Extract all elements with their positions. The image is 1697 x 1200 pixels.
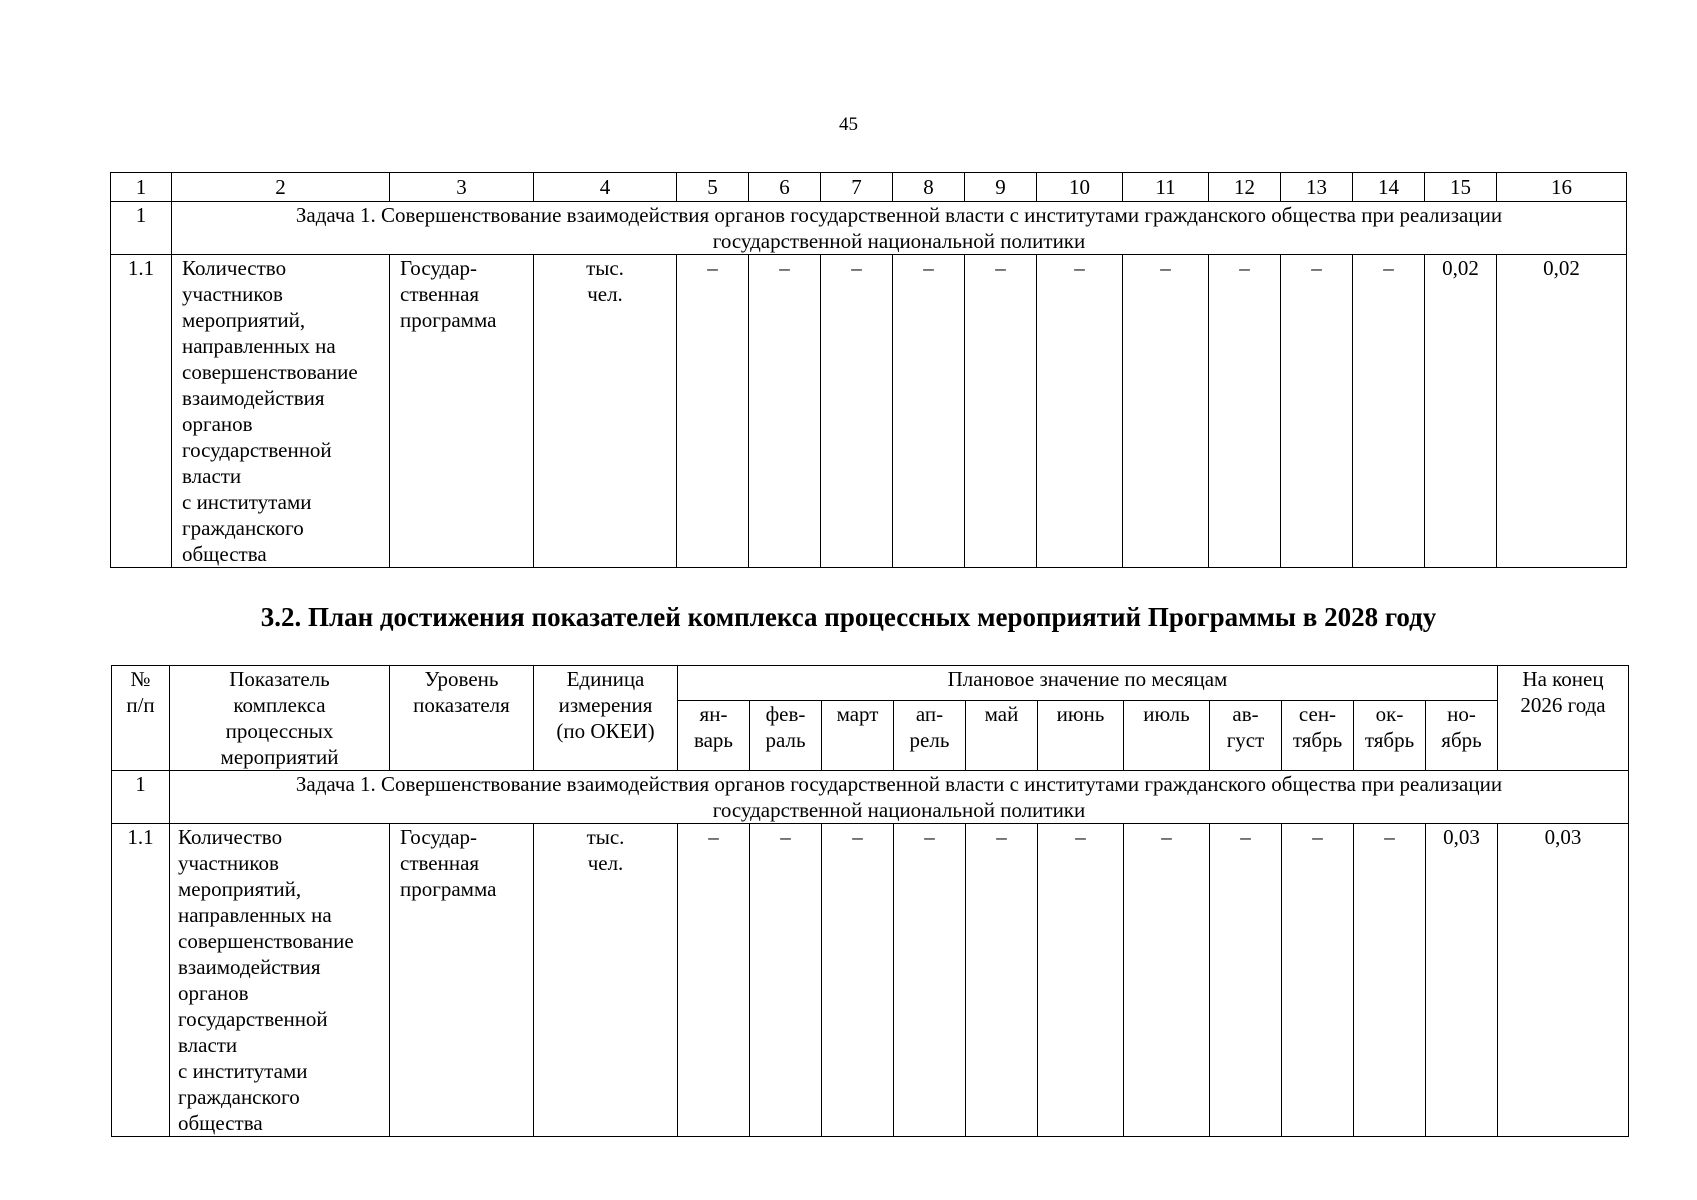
task-row — [111, 202, 1627, 255]
monthly-value: – — [822, 824, 894, 1137]
column-number: 13 — [1281, 173, 1353, 202]
monthly-value: – — [893, 255, 965, 568]
indicator-number: 1.1 — [111, 255, 172, 568]
column-number: 9 — [965, 173, 1037, 202]
indicators-plan-table-2028 — [111, 665, 1629, 1137]
month-header: ап- рель — [894, 701, 966, 771]
indicators-table-continuation — [110, 172, 1627, 568]
column-number: 3 — [390, 173, 534, 202]
header-end: На конец 2026 года — [1498, 666, 1629, 771]
monthly-value: – — [1038, 824, 1124, 1137]
month-header: июнь — [1038, 701, 1124, 771]
column-number: 8 — [893, 173, 965, 202]
monthly-value: – — [821, 255, 893, 568]
column-number: 6 — [749, 173, 821, 202]
column-number: 1 — [111, 173, 172, 202]
month-header: фев- раль — [750, 701, 822, 771]
task-row — [112, 771, 1629, 824]
indicator-name: Количество участников мероприятий, направленных на совершенствование взаимодействия органов государственной власти с институтами гражданского общества — [170, 824, 390, 1137]
month-header: сен- тябрь — [1282, 701, 1354, 771]
month-header: март — [822, 701, 894, 771]
column-number: 4 — [534, 173, 677, 202]
section-title: 3.2. План достижения показателей комплекса процессных мероприятий Программы в 2028 году — [260, 602, 1437, 632]
header-row — [112, 666, 1629, 701]
indicator-name: Количество участников мероприятий, направленных на совершенствование взаимодействия органов государственной власти с институтами гражданского общества — [172, 255, 390, 568]
column-number-row — [111, 173, 1627, 202]
column-number: 12 — [1209, 173, 1281, 202]
monthly-value: – — [1037, 255, 1123, 568]
monthly-value: – — [749, 255, 821, 568]
column-number: 2 — [172, 173, 390, 202]
monthly-value: – — [966, 824, 1038, 1137]
end-value: 0,02 — [1497, 255, 1627, 568]
page-number: 45 — [839, 114, 858, 135]
indicator-row — [111, 255, 1627, 568]
monthly-value: – — [1282, 824, 1354, 1137]
task-text: Задача 1. Совершенствование взаимодействия органов государственной власти с институтами гражданского общества при реализации государственной национальной политики — [172, 202, 1627, 255]
monthly-value: – — [1209, 255, 1281, 568]
column-number: 15 — [1425, 173, 1497, 202]
month-header: май — [966, 701, 1038, 771]
monthly-value: – — [1281, 255, 1353, 568]
indicator-level: Государ- ственная программа — [390, 255, 534, 568]
month-header: ян- варь — [678, 701, 750, 771]
task-number: 1 — [111, 202, 172, 255]
header-level: Уровень показателя — [390, 666, 534, 771]
monthly-value: – — [1354, 824, 1426, 1137]
monthly-value: – — [677, 255, 749, 568]
task-number: 1 — [112, 771, 170, 824]
monthly-value: – — [750, 824, 822, 1137]
column-number: 16 — [1497, 173, 1627, 202]
month-header: ок- тябрь — [1354, 701, 1426, 771]
monthly-value: – — [1124, 824, 1210, 1137]
monthly-value: – — [1210, 824, 1282, 1137]
column-number: 11 — [1123, 173, 1209, 202]
monthly-value: – — [1353, 255, 1425, 568]
indicator-level: Государ- ственная программа — [390, 824, 534, 1137]
monthly-value: – — [1123, 255, 1209, 568]
indicator-unit: тыс. чел. — [534, 824, 678, 1137]
column-number: 14 — [1353, 173, 1425, 202]
header-num: № п/п — [112, 666, 170, 771]
header-plan: Плановое значение по месяцам — [678, 666, 1498, 701]
month-header: июль — [1124, 701, 1210, 771]
monthly-value: – — [965, 255, 1037, 568]
monthly-value: 0,02 — [1425, 255, 1497, 568]
end-value: 0,03 — [1498, 824, 1629, 1137]
task-text: Задача 1. Совершенствование взаимодействия органов государственной власти с институтами гражданского общества при реализации государственной национальной политики — [170, 771, 1629, 824]
header-indicator: Показатель комплекса процессных мероприятий — [170, 666, 390, 771]
monthly-value: 0,03 — [1426, 824, 1498, 1137]
indicator-row — [112, 824, 1629, 1137]
column-number: 5 — [677, 173, 749, 202]
month-header: ав- густ — [1210, 701, 1282, 771]
column-number: 7 — [821, 173, 893, 202]
header-unit: Единица измерения (по ОКЕИ) — [534, 666, 678, 771]
monthly-value: – — [678, 824, 750, 1137]
indicator-unit: тыс. чел. — [534, 255, 677, 568]
monthly-value: – — [894, 824, 966, 1137]
month-header: но- ябрь — [1426, 701, 1498, 771]
column-number: 10 — [1037, 173, 1123, 202]
indicator-number: 1.1 — [112, 824, 170, 1137]
